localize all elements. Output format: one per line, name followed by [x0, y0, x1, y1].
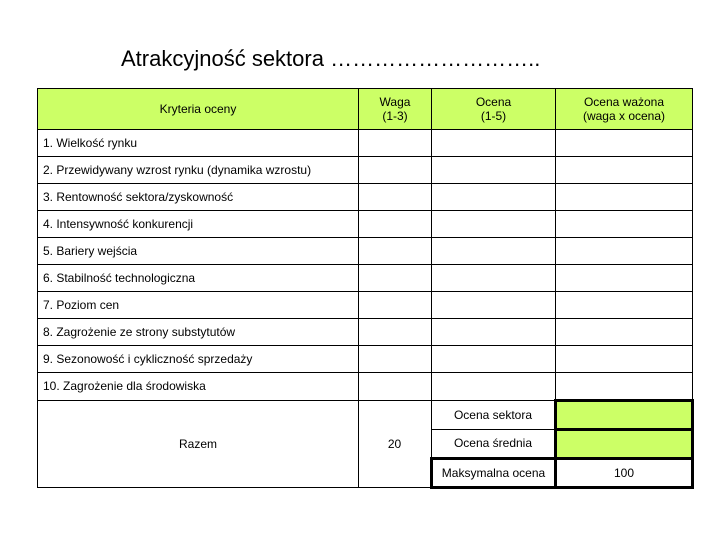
assessment-table: [37, 88, 694, 489]
weight-cell[interactable]: [359, 373, 432, 401]
header-weight-label: Waga: [379, 94, 411, 109]
score-cell[interactable]: [432, 373, 556, 401]
header-weight: [359, 89, 432, 130]
sector-score-label: Ocena sektora: [432, 401, 556, 430]
criterion-label: 4. Intensywność konkurencji: [38, 211, 359, 238]
weight-cell[interactable]: [359, 346, 432, 373]
score-cell[interactable]: [432, 319, 556, 346]
summary-row-sector: [38, 401, 693, 430]
criteria-row: [38, 373, 693, 401]
criteria-row: [38, 319, 693, 346]
max-score-value: 100: [556, 459, 693, 488]
criteria-row: [38, 157, 693, 184]
criterion-label: 9. Sezonowość i cykliczność sprzedaży: [38, 346, 359, 373]
weighted-cell[interactable]: [556, 130, 693, 157]
criteria-row: [38, 346, 693, 373]
weight-cell[interactable]: [359, 130, 432, 157]
weight-cell[interactable]: [359, 292, 432, 319]
criterion-label: 2. Przewidywany wzrost rynku (dynamika wzrostu): [38, 157, 359, 184]
header-weighted-formula: (waga x ocena): [582, 109, 666, 123]
criteria-row: [38, 265, 693, 292]
score-cell[interactable]: [432, 346, 556, 373]
criteria-row: [38, 130, 693, 157]
weight-cell[interactable]: [359, 157, 432, 184]
criteria-row: [38, 184, 693, 211]
score-cell[interactable]: [432, 130, 556, 157]
criteria-row: [38, 292, 693, 319]
criteria-row: [38, 211, 693, 238]
score-cell[interactable]: [432, 265, 556, 292]
weight-cell[interactable]: [359, 265, 432, 292]
score-cell[interactable]: [432, 157, 556, 184]
weighted-cell[interactable]: [556, 373, 693, 401]
sector-score-value[interactable]: [556, 401, 693, 430]
score-cell[interactable]: [432, 292, 556, 319]
weight-cell[interactable]: [359, 211, 432, 238]
criterion-label: 1. Wielkość rynku: [38, 130, 359, 157]
weighted-cell[interactable]: [556, 346, 693, 373]
weighted-cell[interactable]: [556, 157, 693, 184]
total-label: Razem: [38, 401, 359, 488]
weighted-cell[interactable]: [556, 292, 693, 319]
weight-cell[interactable]: [359, 238, 432, 265]
weight-cell[interactable]: [359, 184, 432, 211]
criterion-label: 3. Rentowność sektora/zyskowność: [38, 184, 359, 211]
weight-cell[interactable]: [359, 319, 432, 346]
header-weight-range: (1-3): [382, 109, 408, 123]
weighted-cell[interactable]: [556, 211, 693, 238]
header-score-range: (1-5): [480, 109, 507, 123]
header-weighted-score: [556, 89, 693, 130]
criterion-label: 5. Bariery wejścia: [38, 238, 359, 265]
max-score-label: Maksymalna ocena: [432, 459, 556, 488]
score-cell[interactable]: [432, 211, 556, 238]
header-criteria: Kryteria oceny: [38, 89, 359, 130]
header-row: [38, 89, 693, 130]
weighted-cell[interactable]: [556, 319, 693, 346]
weight-total: 20: [359, 401, 432, 488]
weighted-cell[interactable]: [556, 184, 693, 211]
page-title: Atrakcyjność sektora ………………………..: [121, 46, 541, 71]
criterion-label: 7. Poziom cen: [38, 292, 359, 319]
score-cell[interactable]: [432, 184, 556, 211]
criteria-row: [38, 238, 693, 265]
weighted-cell[interactable]: [556, 265, 693, 292]
criterion-label: 10. Zagrożenie dla środowiska: [38, 373, 359, 401]
header-weighted-label: Ocena ważona: [583, 94, 665, 109]
average-score-label: Ocena średnia: [432, 430, 556, 459]
header-score-label: Ocena: [475, 94, 512, 109]
criterion-label: 6. Stabilność technologiczna: [38, 265, 359, 292]
criterion-label: 8. Zagrożenie ze strony substytutów: [38, 319, 359, 346]
header-score: [432, 89, 556, 130]
score-cell[interactable]: [432, 238, 556, 265]
weighted-cell[interactable]: [556, 238, 693, 265]
average-score-value[interactable]: [556, 430, 693, 459]
